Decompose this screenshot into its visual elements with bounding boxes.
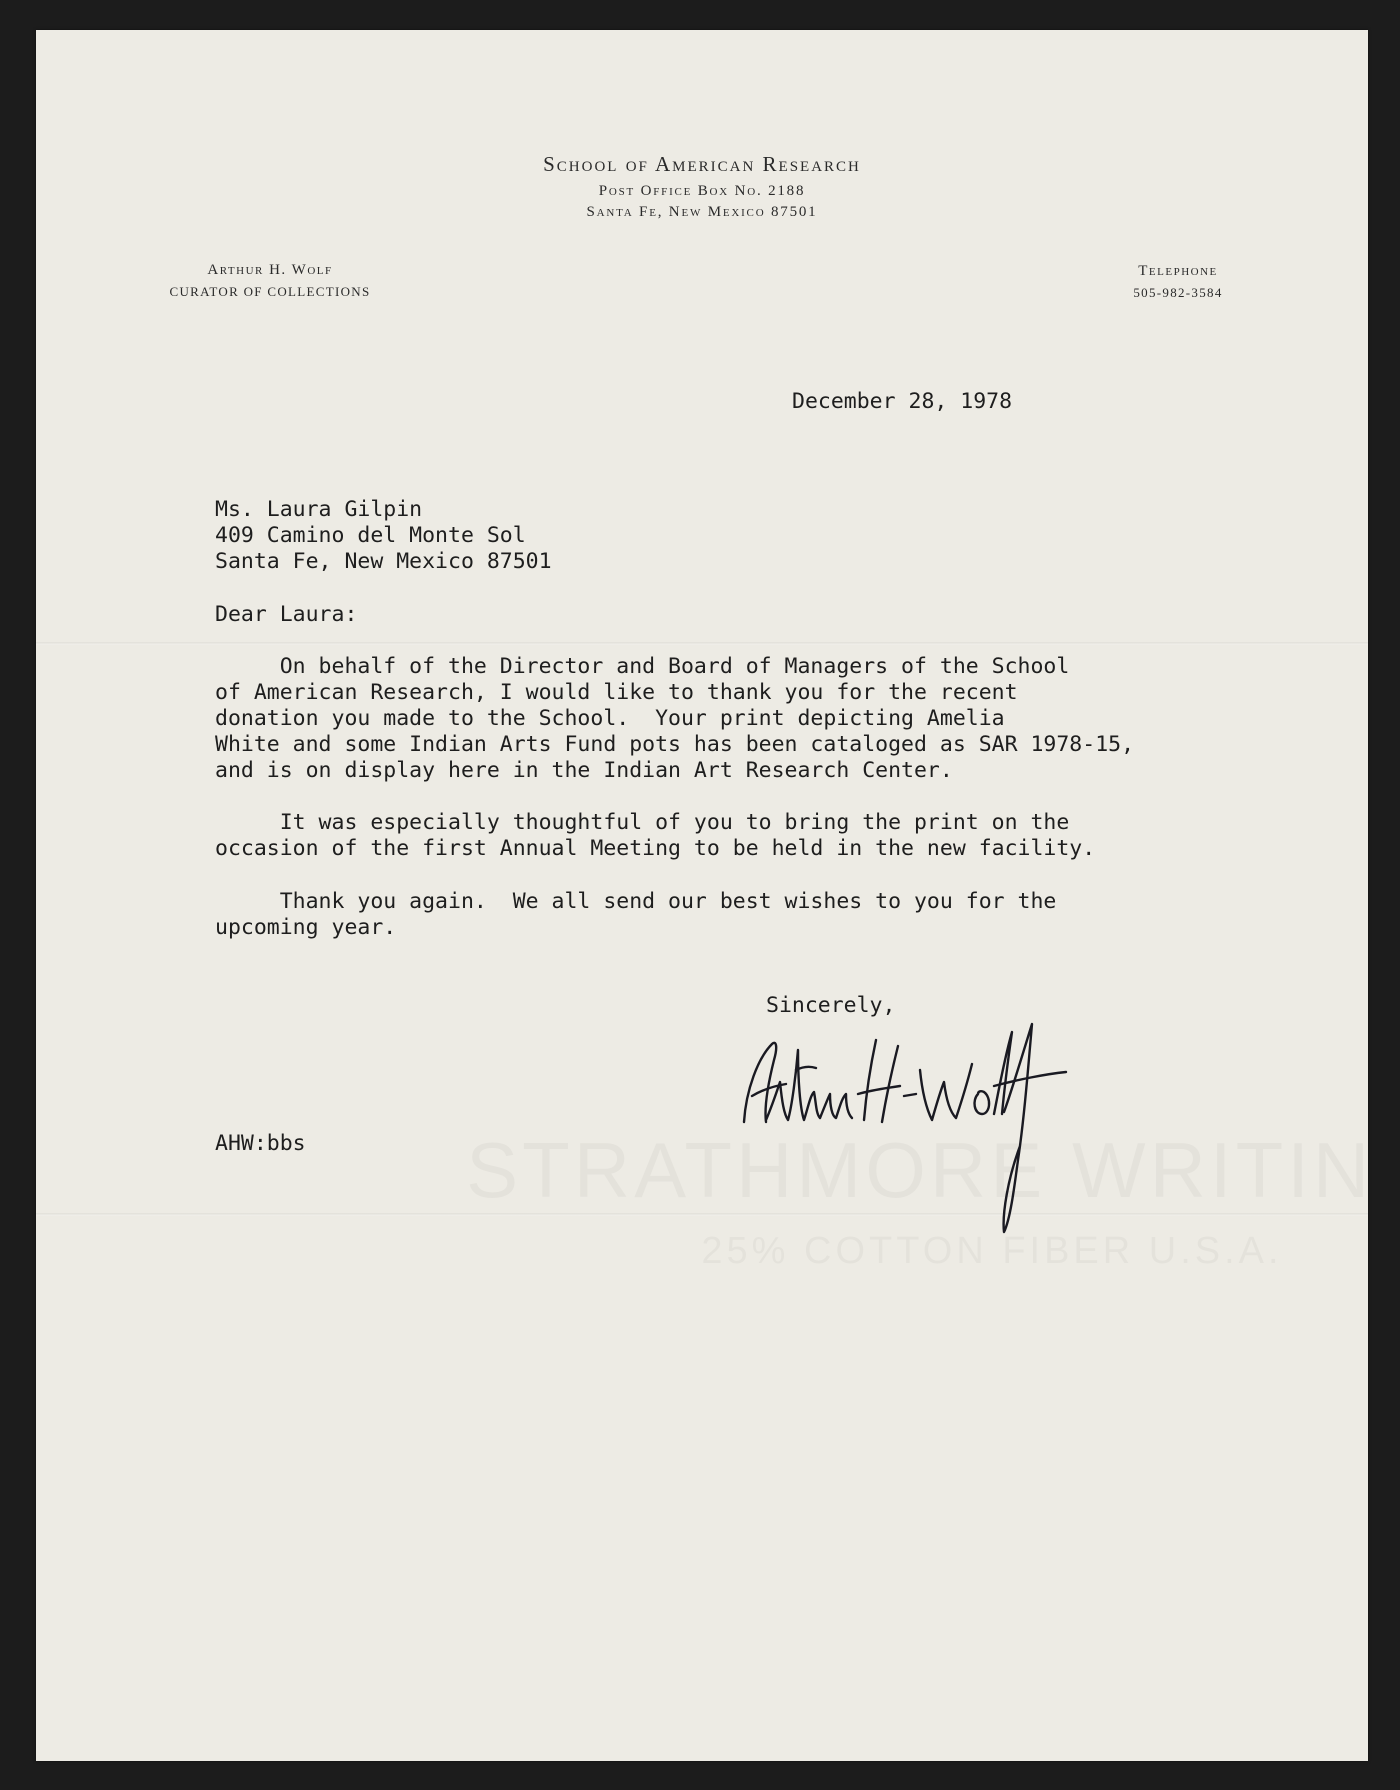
typist-initials: AHW:bbs — [215, 1131, 306, 1156]
recipient-name: Ms. Laura Gilpin — [215, 497, 423, 522]
body-line: upcoming year. — [215, 915, 397, 940]
body-line: Thank you again. We all send our best wishes to you for the — [215, 889, 1057, 914]
body-line: and is on display here in the Indian Art Research Center. — [215, 758, 953, 783]
letterhead-city-line: Santa Fe, New Mexico 87501 — [586, 204, 818, 220]
recipient-street: 409 Camino del Monte Sol — [215, 523, 526, 548]
letter-date: December 28, 1978 — [792, 389, 1013, 414]
body-line: of American Research, I would like to thank you for the recent — [215, 680, 1018, 705]
body-line: On behalf of the Director and Board of Managers of the School — [215, 654, 1070, 679]
closing: Sincerely, — [766, 993, 896, 1018]
recipient-city: Santa Fe, New Mexico 87501 — [215, 549, 552, 574]
sender-block — [140, 262, 400, 300]
telephone-block — [1098, 263, 1258, 301]
telephone-number: 505-982-3584 — [1133, 285, 1223, 300]
body-line: occasion of the first Annual Meeting to be held in the new facility. — [215, 836, 1096, 861]
sender-title: CURATOR OF COLLECTIONS — [169, 284, 371, 299]
letter-page — [36, 30, 1368, 1761]
organization-name: School of American Research — [543, 152, 861, 176]
body-line: White and some Indian Arts Fund pots has been cataloged as SAR 1978-15, — [215, 732, 1135, 757]
body-line: donation you made to the School. Your print depicting Amelia — [215, 706, 1005, 731]
telephone-label: Telephone — [1138, 263, 1218, 279]
sender-name: Arthur H. Wolf — [207, 262, 333, 278]
body-paragraph-2 — [215, 810, 1095, 862]
body-line: It was especially thoughtful of you to bring the print on the — [215, 810, 1070, 835]
recipient-address — [215, 497, 552, 575]
salutation: Dear Laura: — [215, 602, 358, 627]
body-paragraph-1 — [215, 654, 1134, 784]
letterhead — [36, 152, 1368, 221]
handwritten-signature — [736, 1010, 1096, 1240]
fold-crease — [36, 642, 1368, 645]
body-paragraph-3 — [215, 889, 1056, 941]
letterhead-address-line: Post Office Box No. 2188 — [598, 183, 806, 199]
